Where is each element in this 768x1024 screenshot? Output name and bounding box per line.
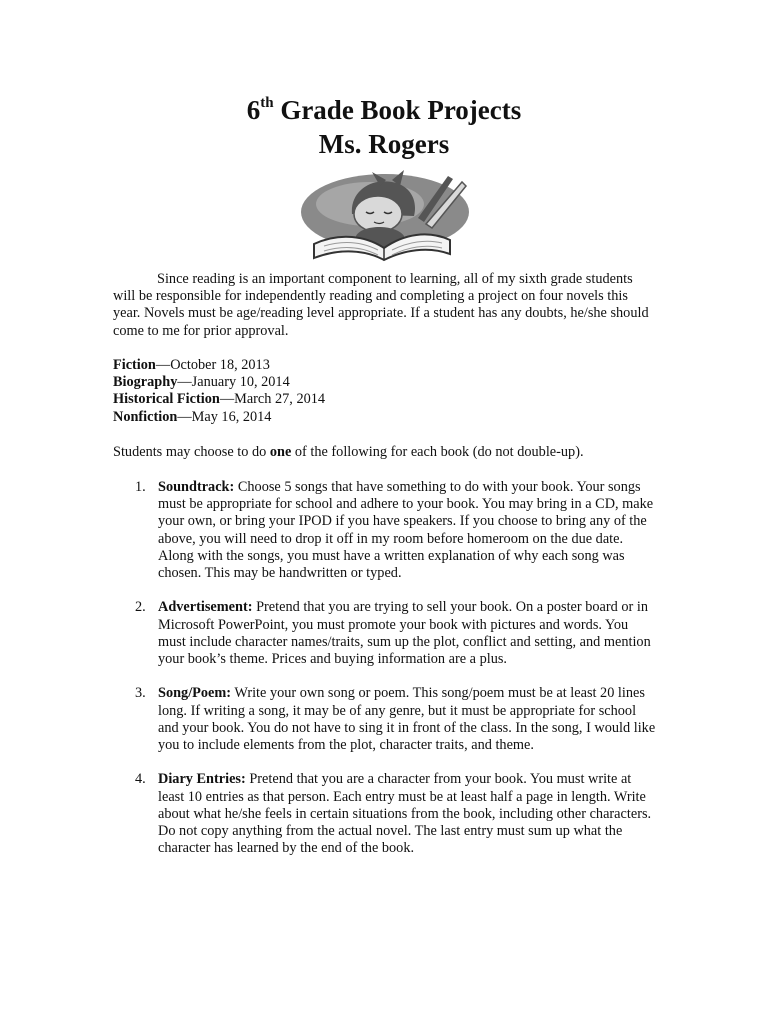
project-item-advertisement: [113, 599, 658, 668]
intro-text: Since reading is an important component to learning, all of my sixth grade students will be responsible for independently reading and completing a project on four novels this year. Novels must be age/reading level appropriate. If a student has any doubts, he/she should come to me for prior approval.: [113, 271, 649, 339]
project-item-song-poem: [113, 685, 658, 754]
due-date-value: January 10, 2014: [191, 374, 290, 391]
project-description: Choose 5 songs that have something to do with your book. Your songs must be appropriate for school and adhere to your book. You may bring in a CD, make your own, or bring your IPOD if you have speakers. If you choose to bring any of the above, you will need to drop it off in my room before homeroom on the due date. Along with the songs, you must have a written explanation of why each song was chosen. This may be handwritten or typed.: [158, 479, 654, 582]
page-title: [0, 93, 768, 127]
project-item-soundtrack: [113, 479, 658, 582]
project-title: Song/Poem:: [158, 685, 232, 702]
item-number: 3.: [135, 685, 146, 702]
item-number: 4.: [135, 771, 146, 788]
due-date-item: Biography—January 10, 2014: [113, 374, 290, 391]
project-title: Advertisement:: [158, 599, 253, 616]
due-date-item: Nonfiction—May 16, 2014: [113, 408, 272, 425]
intro-paragraph: [113, 271, 658, 340]
title-prefix: 6: [246, 95, 261, 125]
project-title: Diary Entries:: [158, 771, 246, 788]
due-date-value: May 16, 2014: [191, 408, 272, 425]
due-date-genre: Nonfiction: [113, 408, 178, 425]
due-date-genre: Historical Fiction: [113, 391, 220, 408]
emphasis-one: one: [269, 444, 292, 460]
project-options-list: [113, 479, 658, 875]
project-description: Pretend that you are a character from your book. You must write at least 10 entries as that person. Each entry must be at least half a page in length. Write about what he/she feels in certain situations from the book, including other characters. Do not copy anything from the actual novel. The last entry must sum up what the character has learned by the end of the book.: [158, 771, 652, 857]
teacher-name: Ms. Rogers: [318, 129, 450, 159]
clipart-face: [354, 196, 402, 232]
due-date-value: October 18, 2013: [170, 357, 270, 373]
title-superscript: th: [260, 95, 274, 111]
project-title: Soundtrack:: [158, 479, 235, 495]
item-number: 1.: [135, 479, 146, 495]
due-date-item: Fiction—October 18, 2013: [113, 357, 270, 373]
item-number: 2.: [135, 599, 146, 616]
project-description: Write your own song or poem. This song/poem must be at least 20 lines long. If writing a song, it may be of any genre, but it must be appropriate for school and your book. You do not have to sing it in front of the class. In the song, I would like you to include elements from the plot, character traits, and theme.: [158, 685, 656, 754]
due-date-item: Historical Fiction—March 27, 2014: [113, 391, 326, 408]
girl-reading-book-icon: [300, 170, 470, 262]
due-date-genre: Fiction: [113, 357, 156, 373]
due-date-value: March 27, 2014: [234, 391, 326, 408]
project-description: Pretend that you are trying to sell your book. On a poster board or in Microsoft PowerPoint, you must promote your book with pictures and words. You must include character names/traits, sum up the plot, conflict and setting, and mention your book’s theme. Prices and buying information are a plus.: [158, 599, 651, 668]
due-date-list: [113, 357, 658, 426]
instructions-line: Students may choose to do one of the following for each book (do not double-up).: [113, 444, 584, 460]
due-date-genre: Biography: [113, 374, 178, 391]
project-item-diary-entries: [113, 771, 658, 857]
title-rest: Grade Book Projects: [273, 95, 522, 125]
